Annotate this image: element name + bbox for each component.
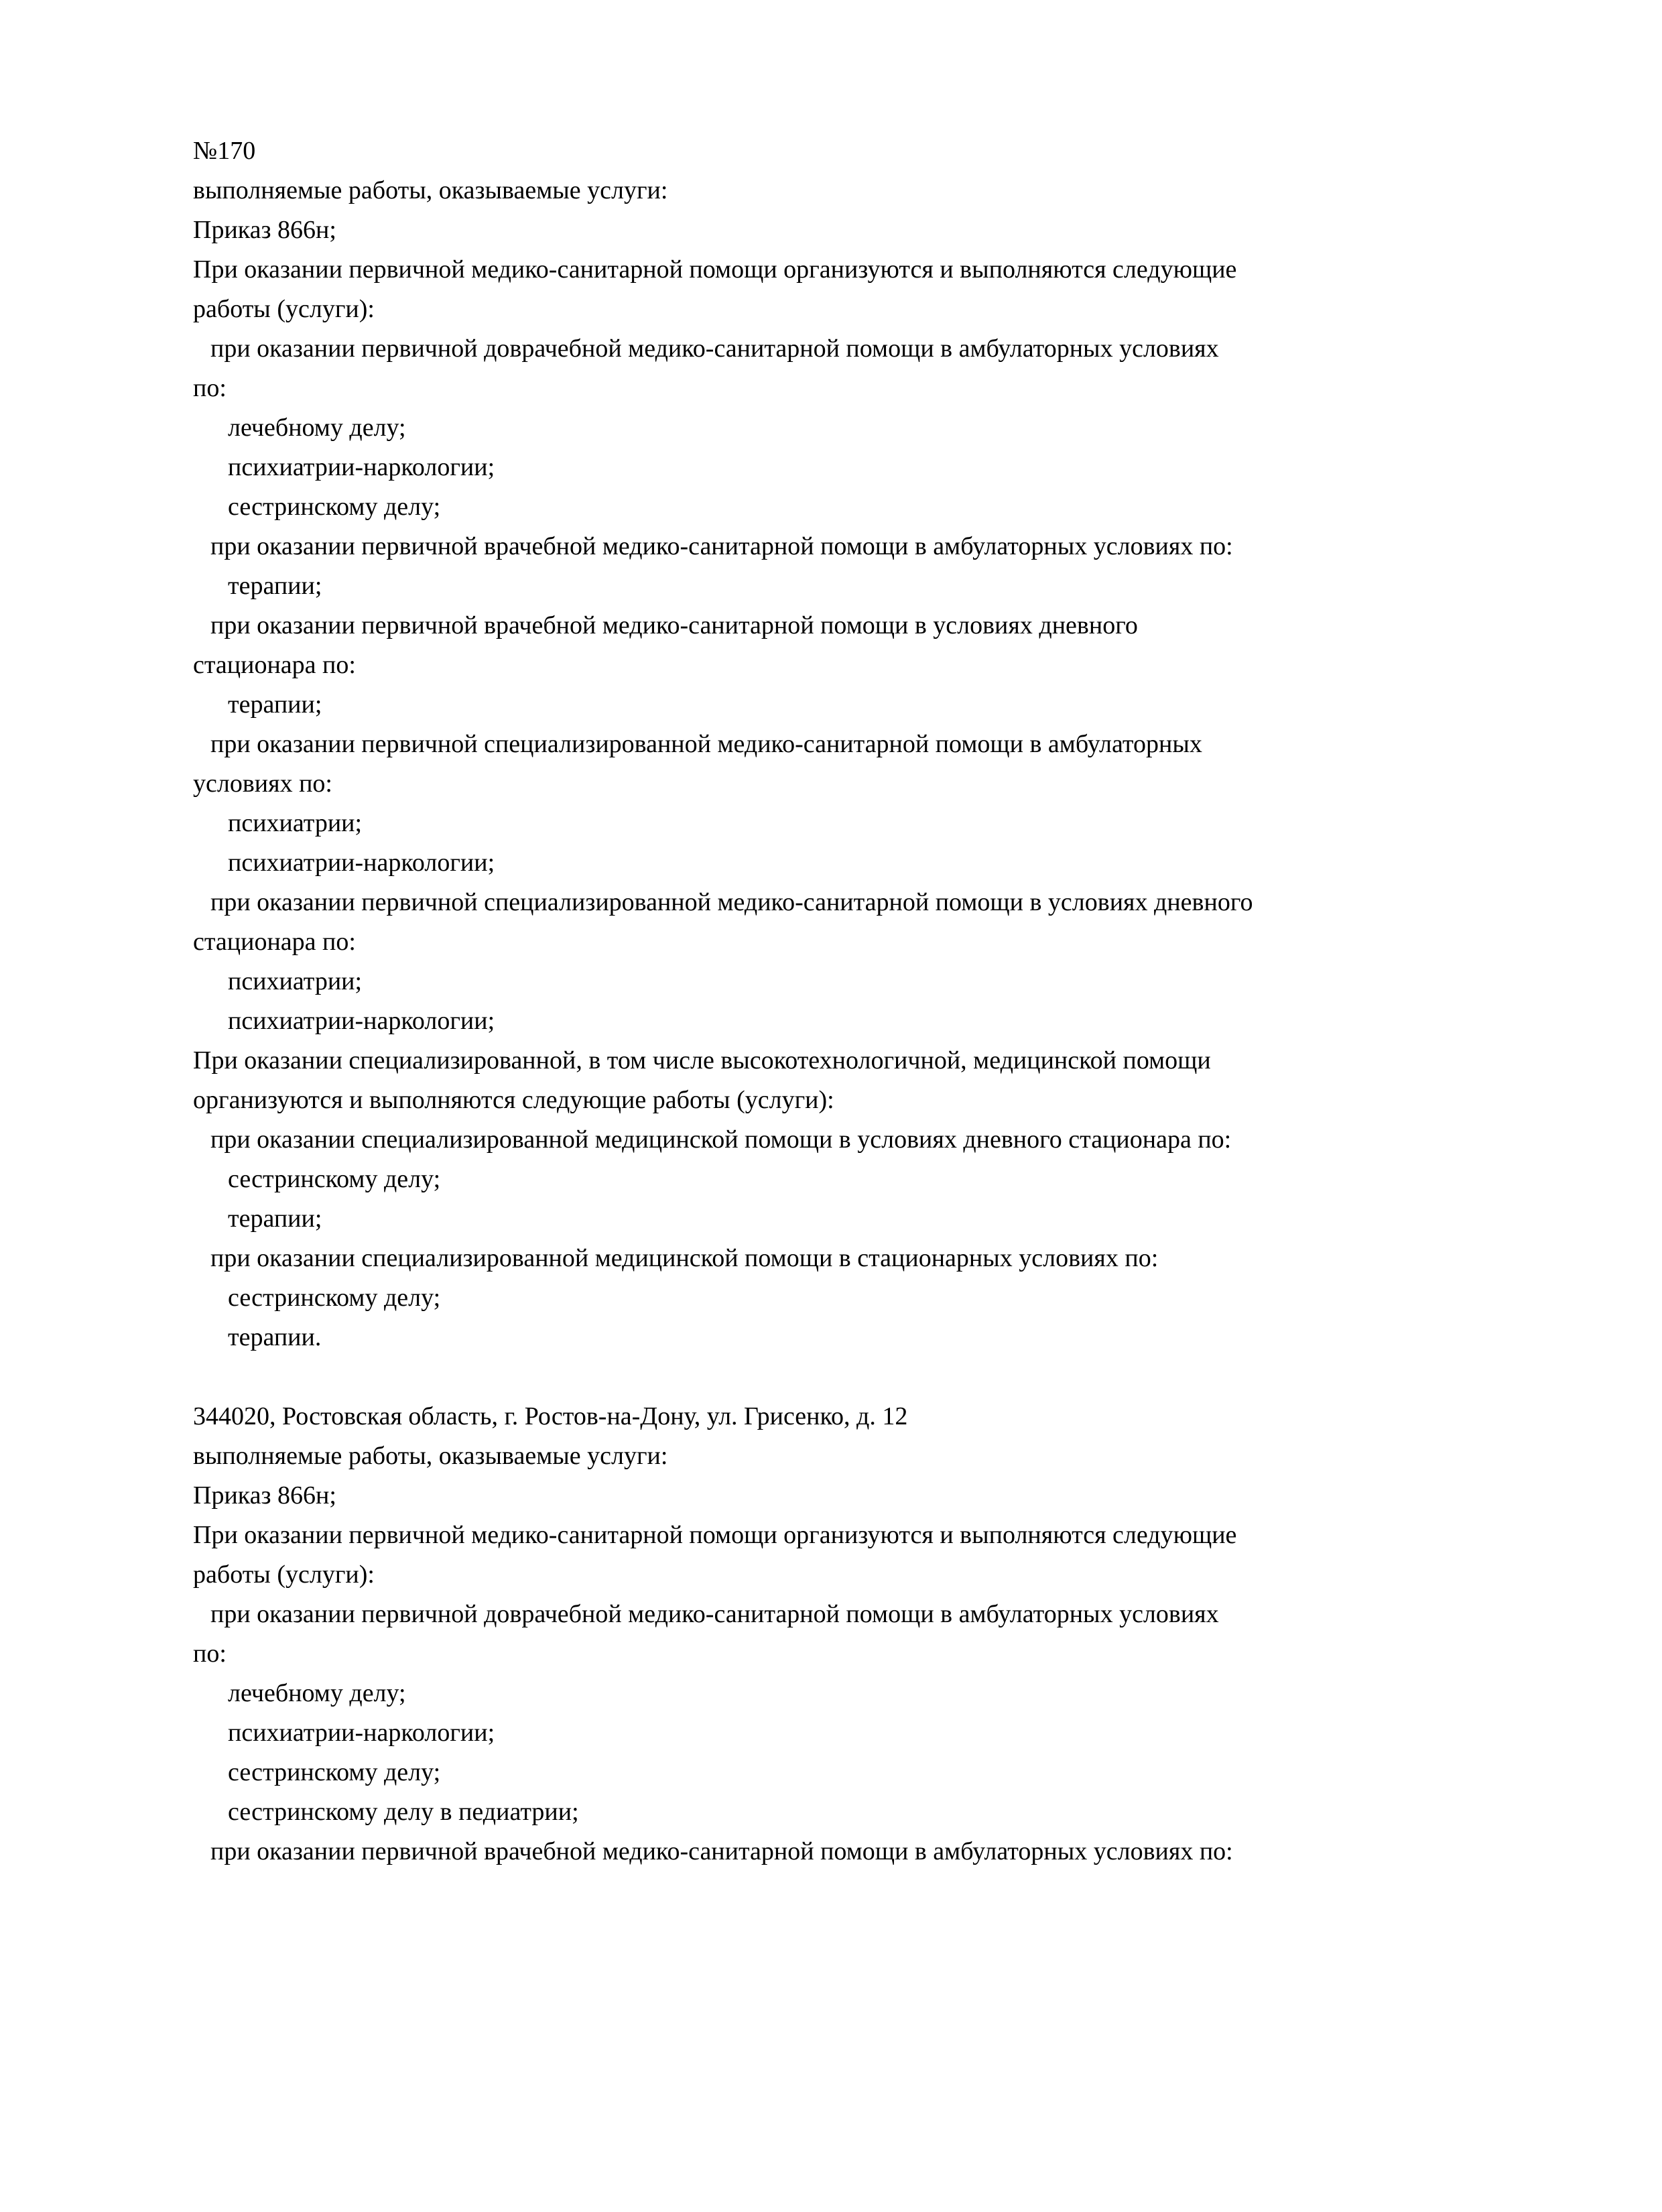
paragraph-line: сестринскому делу; bbox=[228, 1284, 441, 1312]
paragraph-line: при оказании первичной врачебной медико-санитарной помощи в амбулаторных условиях по: bbox=[210, 1837, 1233, 1865]
paragraph-line: при оказании специализированной медицинской помощи в стационарных условиях по: bbox=[210, 1244, 1159, 1272]
paragraph-line: работы (услуги): bbox=[193, 1560, 375, 1589]
paragraph-line: психиатрии; bbox=[228, 809, 363, 837]
paragraph-line: психиатрии; bbox=[228, 967, 363, 995]
paragraph-line: сестринскому делу; bbox=[228, 1758, 441, 1786]
paragraph-line: При оказании первичной медико-санитарной помощи организуются и выполняются следующие bbox=[193, 1521, 1237, 1549]
paragraph-line: терапии; bbox=[228, 572, 322, 600]
paragraph-line: При оказании специализированной, в том числе высокотехнологичной, медицинской помощи bbox=[193, 1046, 1211, 1074]
paragraph-line: при оказании первичной специализированной медико-санитарной помощи в амбулаторных bbox=[210, 730, 1202, 758]
paragraph-line: сестринскому делу; bbox=[228, 493, 441, 521]
paragraph-line: выполняемые работы, оказываемые услуги: bbox=[193, 1442, 668, 1470]
page-number-label: №170 bbox=[193, 137, 256, 165]
paragraph-line: лечебному делу; bbox=[228, 1679, 406, 1707]
block-separator bbox=[193, 1357, 1494, 1397]
document-body bbox=[193, 131, 1494, 1871]
paragraph-line: терапии; bbox=[228, 1205, 322, 1233]
paragraph-line: организуются и выполняются следующие работы (услуги): bbox=[193, 1086, 834, 1114]
paragraph-line: психиатрии-наркологии; bbox=[228, 1719, 495, 1747]
paragraph-line: при оказании первичной доврачебной медико-санитарной помощи в амбулаторных условиях bbox=[210, 334, 1219, 363]
paragraph-line: условиях по: bbox=[193, 770, 332, 798]
paragraph-line: стационара по: bbox=[193, 928, 356, 956]
paragraph-line: по: bbox=[193, 1640, 227, 1668]
paragraph-line: выполняемые работы, оказываемые услуги: bbox=[193, 176, 668, 204]
paragraph-line: при оказании первичной врачебной медико-санитарной помощи в амбулаторных условиях по: bbox=[210, 532, 1233, 560]
paragraph-line: стационара по: bbox=[193, 651, 356, 679]
paragraph-line: по: bbox=[193, 374, 227, 402]
paragraph-line: Приказ 866н; bbox=[193, 216, 336, 244]
paragraph-line: работы (услуги): bbox=[193, 295, 375, 323]
paragraph-line: При оказании первичной медико-санитарной помощи организуются и выполняются следующие bbox=[193, 255, 1237, 284]
paragraph-line: сестринскому делу; bbox=[228, 1165, 441, 1193]
paragraph-line: при оказании первичной специализированной медико-санитарной помощи в условиях дневного bbox=[210, 888, 1253, 916]
paragraph-line: Приказ 866н; bbox=[193, 1481, 336, 1510]
paragraph-line: терапии; bbox=[228, 690, 322, 719]
paragraph-line: сестринскому делу в педиатрии; bbox=[228, 1798, 579, 1826]
paragraph-line: психиатрии-наркологии; bbox=[228, 1007, 495, 1035]
address-line: 344020, Ростовская область, г. Ростов-на-Дону, ул. Грисенко, д. 12 bbox=[193, 1402, 908, 1430]
paragraph-line: терапии. bbox=[228, 1323, 322, 1351]
paragraph-line: психиатрии-наркологии; bbox=[228, 453, 495, 481]
paragraph-line: при оказании первичной доврачебной медико-санитарной помощи в амбулаторных условиях bbox=[210, 1600, 1219, 1628]
paragraph-line: психиатрии-наркологии; bbox=[228, 849, 495, 877]
paragraph-line: лечебному делу; bbox=[228, 414, 406, 442]
paragraph-line: при оказании специализированной медицинской помощи в условиях дневного стационара по: bbox=[210, 1125, 1232, 1154]
paragraph-line: при оказании первичной врачебной медико-санитарной помощи в условиях дневного bbox=[210, 611, 1138, 639]
